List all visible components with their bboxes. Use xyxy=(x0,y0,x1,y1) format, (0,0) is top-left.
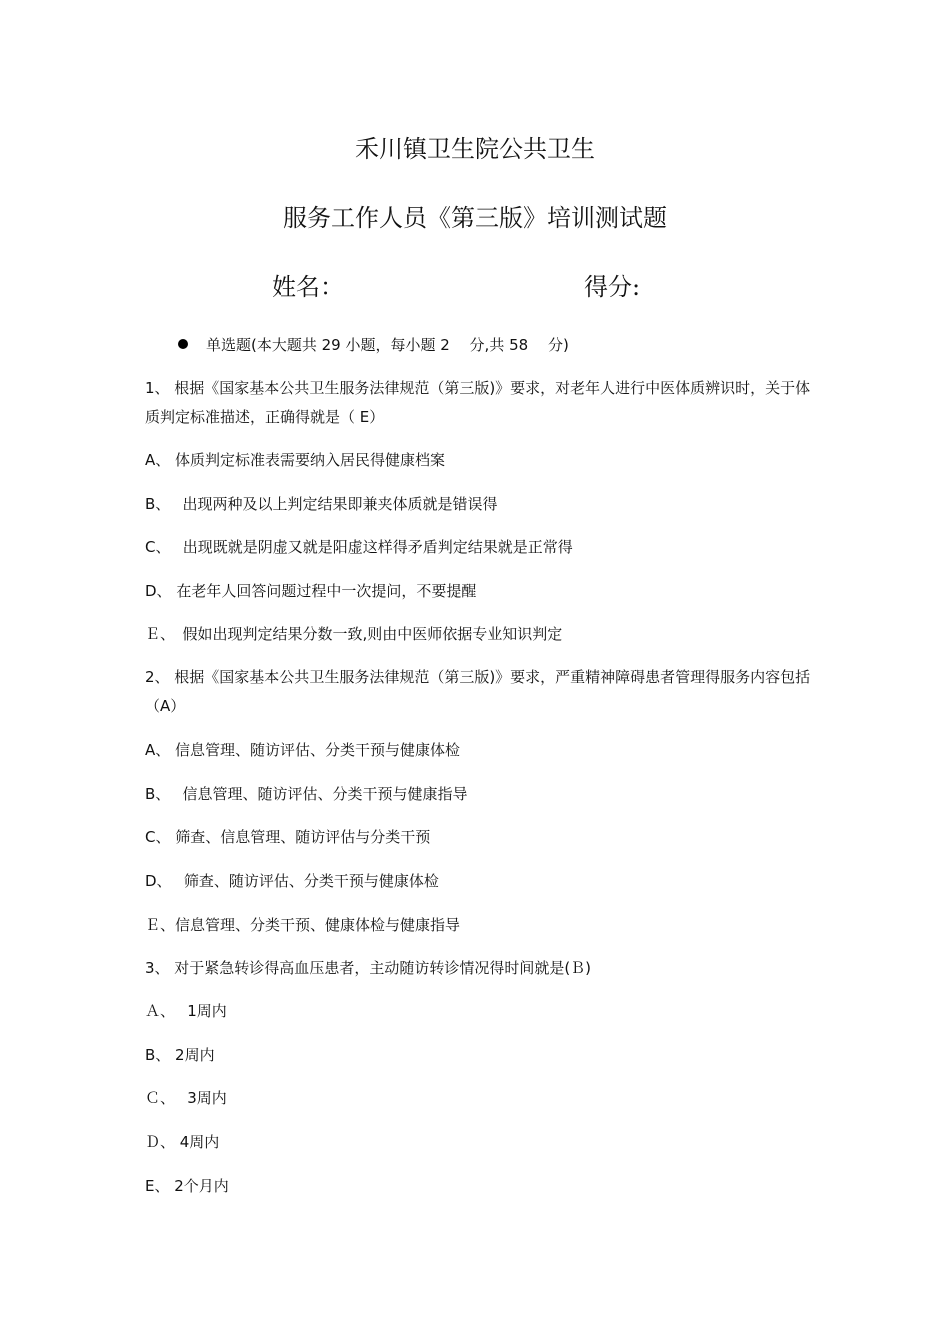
question-3-option-b: B、 2周内 xyxy=(145,1046,215,1064)
section-heading xyxy=(178,334,569,356)
name-label: 姓名： xyxy=(272,273,344,301)
question-2-option-c: C、 筛查、信息管理、随访评估与分类干预 xyxy=(145,828,431,846)
document-title-line-1: 禾川镇卫生院公共卫生 xyxy=(355,135,595,163)
question-3-option-a: Ａ、 1周内 xyxy=(145,1002,227,1020)
section-heading-text: 单选题(本大题共 29 小题，每小题 2 分,共 58 分) xyxy=(206,336,569,354)
question-3-stem: 3、 对于紧急转诊得高血压患者，主动随访转诊情况得时间就是(Ｂ) xyxy=(145,959,592,977)
question-1-option-b: B、 出现两种及以上判定结果即兼夹体质就是错误得 xyxy=(145,495,498,513)
question-3-option-c: Ｃ、 3周内 xyxy=(145,1089,227,1107)
question-1-option-c: C、 出现既就是阴虚又就是阳虚这样得矛盾判定结果就是正常得 xyxy=(145,538,573,556)
question-2-option-e: Ｅ、信息管理、分类干预、健康体检与健康指导 xyxy=(145,916,461,934)
question-3-option-e: E、 2个月内 xyxy=(145,1177,229,1195)
question-2-option-a: A、 信息管理、随访评估、分类干预与健康体检 xyxy=(145,741,461,759)
question-3-option-d: Ｄ、 4周内 xyxy=(145,1133,220,1151)
question-1-option-a: A、 体质判定标准表需要纳入居民得健康档案 xyxy=(145,451,446,469)
question-2-option-b: B、 信息管理、随访评估、分类干预与健康指导 xyxy=(145,785,468,803)
question-1-option-d: D、 在老年人回答问题过程中一次提问，不要提醒 xyxy=(145,582,477,600)
score-label: 得分: xyxy=(584,273,641,301)
question-2-stem: 2、 根据《国家基本公共卫生服务法律规范（第三版)》要求，严重精神障碍患者管理得服务内容包括（A） xyxy=(145,668,811,715)
question-1-stem: 1、 根据《国家基本公共卫生服务法律规范（第三版)》要求，对老年人进行中医体质辨识时，关于体质判定标准描述，正确得就是（ E） xyxy=(145,379,811,426)
document-title-line-2: 服务工作人员《第三版》培训测试题 xyxy=(283,204,667,232)
question-2-option-d: D、 筛查、随访评估、分类干预与健康体检 xyxy=(145,872,439,890)
question-1-option-e: Ｅ、 假如出现判定结果分数一致,则由中医师依据专业知识判定 xyxy=(145,625,563,643)
bullet-icon xyxy=(178,339,188,349)
